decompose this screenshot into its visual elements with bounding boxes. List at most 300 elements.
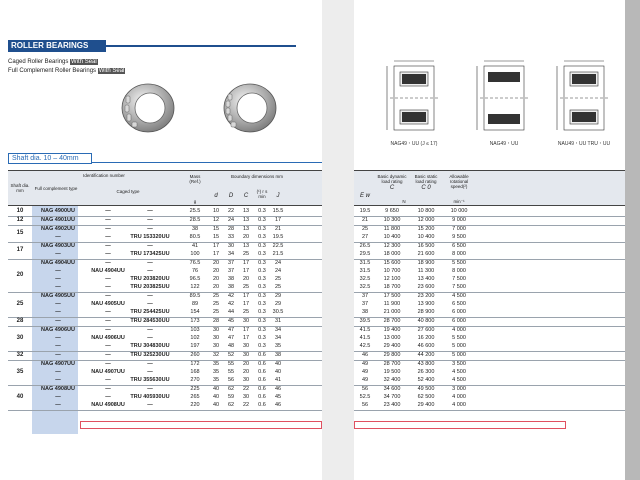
header-full-complement: Full complement type xyxy=(34,186,78,191)
cell-C: 13 000 xyxy=(383,335,401,341)
cell-fc: NAG 4907UU xyxy=(41,361,75,367)
cell-c2: — xyxy=(147,243,153,249)
table-row xyxy=(8,326,322,334)
cell-rs: 0.3 xyxy=(258,284,266,290)
cell-C0: 29 400 xyxy=(417,402,435,408)
cell-c2: TRU 284530UU xyxy=(130,318,170,324)
cell-rs: 0.3 xyxy=(258,234,266,240)
section-rule xyxy=(106,45,296,47)
shaft-value: 10 xyxy=(16,208,24,214)
table-row xyxy=(354,326,625,334)
cell-mass: 25.5 xyxy=(189,208,201,214)
section-title: ROLLER BEARINGS xyxy=(8,40,106,52)
table-row xyxy=(354,250,625,258)
cell-d: 10 xyxy=(212,208,220,214)
cell-C0: 16 500 xyxy=(417,243,435,249)
cell-c1: — xyxy=(105,226,111,232)
cell-C: 32 400 xyxy=(383,377,401,383)
diagram-caption-1: NAG49・UU (J ≤ 17) xyxy=(390,141,438,147)
cell-C: 15 600 xyxy=(383,260,401,266)
cell-fc: — xyxy=(55,284,61,290)
header-speed: Allowable rotational speed(²) xyxy=(449,174,469,189)
cell-c2: — xyxy=(147,217,153,223)
cell-c1: — xyxy=(105,260,111,266)
table-row xyxy=(354,233,625,241)
diagram-nag-small xyxy=(382,58,446,138)
cell-C: 20 xyxy=(242,361,250,367)
cell-mass: 220 xyxy=(190,402,200,408)
cell-C0: 46 600 xyxy=(417,343,435,349)
cell-rs: 0.6 xyxy=(258,394,266,400)
cell-ew: 49 xyxy=(361,377,369,383)
cell-C: 10 700 xyxy=(383,268,401,274)
cell-D: 33 xyxy=(227,234,235,240)
cell-rs: 0.3 xyxy=(258,276,266,282)
cell-c2: — xyxy=(147,369,153,375)
shaft-diameter-cell xyxy=(8,246,322,254)
cell-C: 34 600 xyxy=(383,386,401,392)
header-shaft: Shaft dia. mm xyxy=(10,183,30,193)
cell-c2: TRU 203825UU xyxy=(130,284,170,290)
group-separator xyxy=(354,410,625,411)
cell-ew: 25 xyxy=(361,226,369,232)
cell-spd: 4 000 xyxy=(452,402,466,408)
cell-J: 46 xyxy=(274,402,282,408)
cell-d: 20 xyxy=(212,260,220,266)
group-separator xyxy=(8,410,322,411)
cell-rs: 0.3 xyxy=(258,251,266,257)
shaft-value: 25 xyxy=(16,301,24,307)
cell-D: 37 xyxy=(227,260,235,266)
cell-spd: 4 500 xyxy=(452,377,466,383)
cell-c2: — xyxy=(147,226,153,232)
cell-ew: 49 xyxy=(361,369,369,375)
cell-C: 12 300 xyxy=(383,243,401,249)
cell-fc: — xyxy=(55,301,61,307)
cell-D: 38 xyxy=(227,276,235,282)
table-row xyxy=(354,216,625,224)
cell-mass: 197 xyxy=(190,343,200,349)
cell-fc: NAG 4902UU xyxy=(41,226,75,232)
full-complement-bearing-image xyxy=(220,80,280,136)
cell-d: 20 xyxy=(212,268,220,274)
cell-c1: — xyxy=(105,309,111,315)
cell-C0: 15 200 xyxy=(417,226,435,232)
highlight-row-marker-left xyxy=(80,421,322,429)
cell-spd: 7 500 xyxy=(452,276,466,282)
cell-mass: 122 xyxy=(190,284,200,290)
cell-C0: 10 800 xyxy=(417,208,435,214)
cell-D: 24 xyxy=(227,217,235,223)
cell-C: 28 700 xyxy=(383,361,401,367)
cell-ew: 56 xyxy=(361,402,369,408)
cell-ew: 49 xyxy=(361,361,369,367)
cell-C: 30 xyxy=(242,394,250,400)
cell-d: 25 xyxy=(212,301,220,307)
table-row xyxy=(354,317,625,325)
cell-c2: TRU 355630UU xyxy=(130,377,170,383)
cell-c2: — xyxy=(147,260,153,266)
cell-fc: NAG 4903UU xyxy=(41,243,75,249)
cell-c2: — xyxy=(147,208,153,214)
cell-J: 40 xyxy=(274,369,282,375)
cell-d: 30 xyxy=(212,327,220,333)
page-gutter xyxy=(322,0,354,480)
cell-mass: 89.5 xyxy=(189,293,201,299)
cell-C: 29 400 xyxy=(383,343,401,349)
cell-spd: 9 500 xyxy=(452,234,466,240)
cell-c1: — xyxy=(105,276,111,282)
cell-d: 17 xyxy=(212,251,220,257)
cell-c2: — xyxy=(147,402,153,408)
cell-fc: NAG 4901UU xyxy=(41,217,75,223)
cell-D: 59 xyxy=(227,394,235,400)
cell-d: 25 xyxy=(212,293,220,299)
cell-C0: 12 000 xyxy=(417,217,435,223)
cell-J: 40 xyxy=(274,361,282,367)
cell-ew: 21 xyxy=(361,217,369,223)
cell-C: 34 700 xyxy=(383,394,401,400)
cell-C: 22 xyxy=(242,402,250,408)
cell-D: 62 xyxy=(227,402,235,408)
cell-c2: — xyxy=(147,386,153,392)
shaft-diameter-cell xyxy=(8,351,322,359)
table-row xyxy=(8,385,322,393)
cell-c1: — xyxy=(105,208,111,214)
cell-J: 21 xyxy=(274,226,282,232)
cell-mass: 168 xyxy=(190,369,200,375)
cell-J: 15.5 xyxy=(272,208,284,214)
cell-rs: 0.3 xyxy=(258,318,266,324)
cell-D: 22 xyxy=(227,208,235,214)
cell-c2: TRU 254425UU xyxy=(130,309,170,315)
cell-rs: 0.3 xyxy=(258,208,266,214)
cell-ew: 56 xyxy=(361,386,369,392)
cell-d: 25 xyxy=(212,309,220,315)
shaft-diameter-cell xyxy=(8,207,322,215)
shaft-range-tab: Shaft dia. 10 – 40mm xyxy=(8,153,92,164)
shaft-value: 40 xyxy=(16,394,24,400)
header-C-dyn: C xyxy=(389,185,395,191)
cell-C0: 52 400 xyxy=(417,377,435,383)
cell-fc: — xyxy=(55,343,61,349)
table-row xyxy=(354,300,625,308)
cell-c1: — xyxy=(105,343,111,349)
cell-d: 20 xyxy=(212,276,220,282)
cell-spd: 8 000 xyxy=(452,251,466,257)
table-row xyxy=(354,401,625,409)
cell-c1: — xyxy=(105,394,111,400)
shaft-value: 17 xyxy=(16,247,24,253)
cell-mass: 265 xyxy=(190,394,200,400)
cell-J: 22.5 xyxy=(272,243,284,249)
shaft-diameter-cell xyxy=(8,271,322,279)
cell-fc: — xyxy=(55,276,61,282)
shaft-value: 12 xyxy=(16,217,24,223)
cell-mass: 76 xyxy=(191,268,199,274)
shaft-diameter-cell xyxy=(8,216,322,224)
shaft-value: 35 xyxy=(16,369,24,375)
cell-fc: NAG 4900UU xyxy=(41,208,75,214)
header-static-rating: Basic static load rating xyxy=(414,174,438,184)
cell-C0: 43 800 xyxy=(417,361,435,367)
cell-rs: 0.3 xyxy=(258,226,266,232)
cell-spd: 5 000 xyxy=(452,352,466,358)
cell-C0: 27 600 xyxy=(417,327,435,333)
cell-fc: — xyxy=(55,394,61,400)
cell-C: 13 xyxy=(242,243,250,249)
caged-bearing-image xyxy=(120,80,180,136)
cell-C: 21 000 xyxy=(383,309,401,315)
shaft-diameter-cell xyxy=(8,300,322,308)
cell-ew: 38 xyxy=(361,309,369,315)
cell-fc: NAG 4906UU xyxy=(41,327,75,333)
cell-rs: 0.3 xyxy=(258,335,266,341)
table-row xyxy=(354,283,625,291)
diagram-caption-2: NAG49・UU xyxy=(489,141,519,147)
cell-C: 20 xyxy=(242,234,250,240)
cell-C: 18 000 xyxy=(383,251,401,257)
cell-spd: 8 000 xyxy=(452,268,466,274)
cell-rs: 0.3 xyxy=(258,301,266,307)
cell-spd: 6 000 xyxy=(452,318,466,324)
cell-d: 40 xyxy=(212,402,220,408)
cell-mass: 270 xyxy=(190,377,200,383)
table-row xyxy=(354,376,625,384)
subtitle-full-complement: Full Complement Roller Bearings With Seal xyxy=(8,68,125,74)
cell-C0: 44 200 xyxy=(417,352,435,358)
table-row xyxy=(8,376,322,384)
cell-C: 19 500 xyxy=(383,369,401,375)
cell-rs: 0.3 xyxy=(258,343,266,349)
shaft-value: 30 xyxy=(16,335,24,341)
highlight-row-marker-right xyxy=(354,421,566,429)
cell-spd: 4 000 xyxy=(452,327,466,333)
table-row xyxy=(354,225,625,233)
cell-C: 17 500 xyxy=(383,293,401,299)
cell-J: 41 xyxy=(274,377,282,383)
cell-J: 24 xyxy=(274,260,282,266)
table-row xyxy=(354,351,625,359)
cell-d: 30 xyxy=(212,343,220,349)
cell-spd: 4 500 xyxy=(452,293,466,299)
cell-J: 25 xyxy=(274,284,282,290)
header-boundary: Boundary dimensions mm xyxy=(230,174,284,179)
cell-C0: 28 900 xyxy=(417,309,435,315)
cell-fc: NAG 4904UU xyxy=(41,260,75,266)
cell-C: 23 400 xyxy=(383,402,401,408)
cell-J: 30.5 xyxy=(272,309,284,315)
cell-spd: 7 000 xyxy=(452,226,466,232)
cell-spd: 5 500 xyxy=(452,335,466,341)
cell-C: 10 300 xyxy=(383,217,401,223)
cell-C: 12 100 xyxy=(383,276,401,282)
cell-mass: 154 xyxy=(190,309,200,315)
header-D: D xyxy=(228,193,234,199)
table-row xyxy=(354,385,625,393)
cell-C0: 16 200 xyxy=(417,335,435,341)
cell-d: 15 xyxy=(212,234,220,240)
header-J: J xyxy=(276,193,280,199)
cell-rs: 0.3 xyxy=(258,268,266,274)
table-row xyxy=(8,308,322,316)
cell-spd: 4 000 xyxy=(452,394,466,400)
cell-spd: 6 500 xyxy=(452,243,466,249)
cell-C: 18 700 xyxy=(383,284,401,290)
cell-fc: — xyxy=(55,234,61,240)
cell-C: 17 xyxy=(242,260,250,266)
cell-mass: 103 xyxy=(190,327,200,333)
cell-C: 30 xyxy=(242,318,250,324)
cell-mass: 100 xyxy=(190,251,200,257)
cell-ew: 42.5 xyxy=(359,343,371,349)
cell-ew: 41.5 xyxy=(359,327,371,333)
cell-spd: 3 500 xyxy=(452,361,466,367)
cell-c1: — xyxy=(105,361,111,367)
cell-rs: 0.3 xyxy=(258,293,266,299)
cell-C0: 26 300 xyxy=(417,369,435,375)
cell-C: 13 xyxy=(242,208,250,214)
cell-spd: 10 000 xyxy=(450,208,468,214)
cell-c2: TRU 325230UU xyxy=(130,352,170,358)
cell-spd: 6 500 xyxy=(452,301,466,307)
cell-C0: 62 500 xyxy=(417,394,435,400)
cell-J: 17 xyxy=(274,217,282,223)
header-identification: Identification number xyxy=(83,173,125,178)
cell-ew: 26.5 xyxy=(359,243,371,249)
table-row xyxy=(354,368,625,376)
cell-J: 38 xyxy=(274,352,282,358)
cell-ew: 32.5 xyxy=(359,284,371,290)
cell-rs: 0.3 xyxy=(258,309,266,315)
subtitle-caged: Caged Roller Bearings With Seal xyxy=(8,59,97,65)
cell-ew: 41.5 xyxy=(359,335,371,341)
cell-c1: NAU 4907UU xyxy=(91,369,125,375)
cell-c2: — xyxy=(147,335,153,341)
cell-D: 34 xyxy=(227,251,235,257)
cell-ew: 32.5 xyxy=(359,276,371,282)
cell-c1: — xyxy=(105,352,111,358)
cell-mass: 38 xyxy=(191,226,199,232)
cell-d: 40 xyxy=(212,394,220,400)
cell-ew: 37 xyxy=(361,301,369,307)
table-row xyxy=(354,292,625,300)
cell-C: 20 xyxy=(242,276,250,282)
table-row xyxy=(354,242,625,250)
cell-J: 46 xyxy=(274,386,282,392)
cell-mass: 172 xyxy=(190,361,200,367)
table-row xyxy=(8,401,322,409)
cell-fc: — xyxy=(55,309,61,315)
cell-ew: 39.5 xyxy=(359,318,371,324)
cell-C: 17 xyxy=(242,335,250,341)
viewer-scroll-edge xyxy=(625,0,640,480)
table-row xyxy=(354,360,625,368)
cell-ew: 19.5 xyxy=(359,208,371,214)
cell-rs: 0.3 xyxy=(258,243,266,249)
cell-c1: — xyxy=(105,293,111,299)
cell-ew: 29.5 xyxy=(359,251,371,257)
cell-C: 22 xyxy=(242,386,250,392)
cell-spd: 5 500 xyxy=(452,260,466,266)
cell-fc: — xyxy=(55,352,61,358)
cell-C0: 11 300 xyxy=(417,268,435,274)
cell-c2: TRU 304830UU xyxy=(130,343,170,349)
cell-d: 15 xyxy=(212,226,220,232)
cell-C0: 18 900 xyxy=(417,260,435,266)
cell-D: 37 xyxy=(227,268,235,274)
cell-D: 55 xyxy=(227,361,235,367)
cell-J: 29 xyxy=(274,301,282,307)
cell-D: 45 xyxy=(227,318,235,324)
cell-c1: — xyxy=(105,327,111,333)
cell-C: 30 xyxy=(242,343,250,349)
cell-C: 11 800 xyxy=(383,226,401,232)
cell-C: 13 xyxy=(242,226,250,232)
cell-D: 30 xyxy=(227,243,235,249)
cell-C0: 49 500 xyxy=(417,386,435,392)
shaft-diameter-cell xyxy=(8,368,322,376)
table-row xyxy=(354,393,625,401)
cell-c1: — xyxy=(105,386,111,392)
shaft-value: 20 xyxy=(16,272,24,278)
cell-c2: — xyxy=(147,293,153,299)
table-row xyxy=(354,267,625,275)
cell-D: 28 xyxy=(227,226,235,232)
catalog-right-page xyxy=(354,0,625,480)
table-row xyxy=(8,360,322,368)
cell-C0: 13 900 xyxy=(417,301,435,307)
table-row xyxy=(8,292,322,300)
cell-J: 24 xyxy=(274,268,282,274)
cell-mass: 102 xyxy=(190,335,200,341)
cell-C: 29 800 xyxy=(383,352,401,358)
right-table-header xyxy=(354,170,625,206)
cell-C: 25 xyxy=(242,309,250,315)
header-rpm: min⁻¹ xyxy=(453,199,465,204)
cell-fc: NAG 4908UU xyxy=(41,386,75,392)
header-unit-N: N xyxy=(402,199,406,204)
table-row xyxy=(8,342,322,350)
shaft-value: 32 xyxy=(16,352,24,358)
cell-mass: 260 xyxy=(190,352,200,358)
cell-C: 30 xyxy=(242,377,250,383)
cell-mass: 89 xyxy=(191,301,199,307)
cell-fc: NAG 4905UU xyxy=(41,293,75,299)
cell-J: 29 xyxy=(274,293,282,299)
cell-C: 17 xyxy=(242,301,250,307)
cell-C: 10 400 xyxy=(383,234,401,240)
cell-mass: 41 xyxy=(191,243,199,249)
cell-c2: TRU 405930UU xyxy=(130,394,170,400)
cell-spd: 3 000 xyxy=(452,386,466,392)
cell-J: 19.5 xyxy=(272,234,284,240)
cell-d: 35 xyxy=(212,361,220,367)
table-row xyxy=(354,207,625,215)
cell-c1: — xyxy=(105,217,111,223)
cell-D: 52 xyxy=(227,352,235,358)
cell-d: 35 xyxy=(212,369,220,375)
cell-spd: 7 500 xyxy=(452,284,466,290)
cell-rs: 0.3 xyxy=(258,327,266,333)
cell-c1: — xyxy=(105,243,111,249)
cell-fc: — xyxy=(55,377,61,383)
cell-mass: 76.5 xyxy=(189,260,201,266)
cell-rs: 0.3 xyxy=(258,260,266,266)
cell-mass: 96.5 xyxy=(189,276,201,282)
cell-c2: TRU 173425UU xyxy=(130,251,170,257)
cell-c2: — xyxy=(147,268,153,274)
